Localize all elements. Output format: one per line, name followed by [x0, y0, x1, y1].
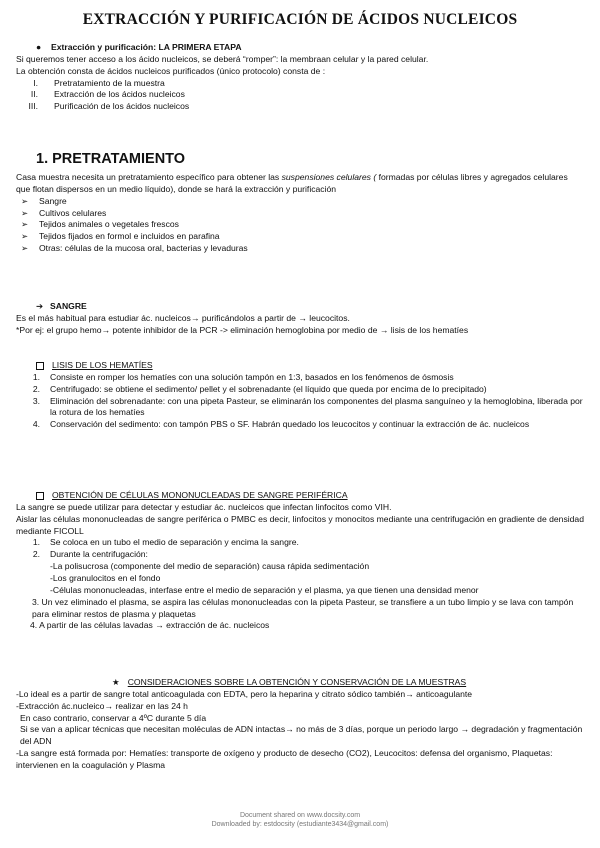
arrowhead-icon: ➢ — [21, 243, 29, 254]
pbmc-heading-row — [16, 490, 584, 502]
sub-item: -Los granulocitos en el fondo — [50, 573, 161, 584]
list-item — [16, 231, 584, 243]
pretreatment-paragraph — [16, 172, 584, 196]
list-text: Extracción de los ácidos nucleicos — [54, 89, 185, 100]
list-item — [16, 78, 584, 90]
consideration-line: En caso contrario, conservar a 4ºC durante 5 día — [20, 712, 207, 723]
list-text: Se coloca en un tubo el medio de separación y encima la sangre. — [50, 537, 299, 548]
pretreatment-section — [16, 149, 584, 255]
pretreatment-heading: 1. PRETRATAMIENTO — [36, 151, 186, 167]
list-item — [16, 101, 584, 113]
list-number: 3. — [32, 395, 40, 406]
consideration-line: -Extracción ác.nucleico→ realizar en las 24 h — [16, 700, 188, 711]
list-item — [16, 384, 584, 396]
para-text: formadas por células libres y agregados celulares que flotan dispersos en un medio líquido), donde se hará la extracción y purificación — [16, 172, 568, 194]
bullet-dot-icon: ● — [36, 42, 42, 52]
consideration-line: Si se van a aplicar técnicas que necesitan moléculas de ADN intactas→ no más de 3 días, porque un periodo largo → degradación y fragmentación del ADN — [20, 724, 583, 747]
pbmc-section — [16, 490, 584, 632]
footer-line-1: Document shared on www.docsity.com — [239, 812, 361, 819]
list-number: 2. — [32, 383, 40, 394]
lysis-heading: LISIS DE LOS HEMATÍES — [52, 360, 153, 370]
arrowhead-icon: ➢ — [21, 207, 29, 218]
blood-heading-row — [16, 301, 584, 313]
intro-line-2: La obtención consta de ácidos nucleicos purificados (único protocolo) consta de : — [16, 65, 326, 76]
list-text: Conservación del sedimento: con tampón PBS o SF. Habrán quedado los leucocitos y continuar la extracción de ác. nucleicos — [50, 419, 530, 430]
sub-item: -La polisucrosa (componente del medio de separación) causa rápida sedimentación — [50, 561, 370, 572]
list-text: Consiste en romper los hematíes con una solución tampón en 1:3, basados en los fenómenos de ósmosis — [50, 371, 454, 382]
arrowhead-icon: ➢ — [21, 231, 29, 242]
pbmc-line-1: La sangre se puede utilizar para detectar y estudiar ác. nucleicos que infectan linfocitos como VIH. — [16, 501, 392, 512]
checkbox-square-icon — [36, 362, 44, 370]
list-number: 2. — [32, 549, 40, 560]
list-item — [16, 219, 584, 231]
list-text: Durante la centrifugación: — [50, 549, 148, 560]
consideration-line: -Lo ideal es a partir de sangre total anticoagulada con EDTA, pero la heparina y citrato sódico también→ anticoagulante — [16, 688, 473, 699]
intro-section — [16, 42, 584, 113]
lysis-section — [16, 360, 584, 431]
list-text: Centrifugado: se obtiene el sedimento/ pellet y el sobrenadante (el líquido que queda por encima de lo precipitado) — [50, 383, 487, 394]
blood-heading: SANGRE — [50, 301, 87, 311]
list-text: Pretratamiento de la muestra — [54, 77, 165, 88]
list-text: Otras: células de la mucosa oral, bacterias y levaduras — [39, 243, 248, 254]
list-item — [16, 196, 584, 208]
pbmc-step-4: 4. A partir de las células lavadas → extracción de ác. nucleicos — [30, 620, 270, 631]
considerations-section — [16, 677, 584, 772]
right-arrow-icon: ➔ — [36, 301, 44, 311]
intro-heading-row — [16, 42, 584, 54]
list-number: III. — [28, 101, 38, 112]
list-number: 1. — [32, 371, 40, 382]
footer-line-2: Downloaded by: estdocsity (estudiante3434@gmail.com) — [211, 821, 389, 829]
list-item — [16, 89, 584, 101]
list-item — [16, 243, 584, 255]
list-text: Purificación de los ácidos nucleicos — [54, 101, 190, 112]
checkbox-square-icon — [36, 492, 44, 500]
arrowhead-icon: ➢ — [21, 219, 29, 230]
list-item — [16, 208, 584, 220]
considerations-heading-row — [16, 677, 584, 689]
considerations-heading: CONSIDERACIONES SOBRE LA OBTENCIÓN Y CONSERVACIÓN DE LA MUESTRAS — [127, 677, 467, 687]
list-item — [16, 372, 584, 384]
list-item — [16, 419, 584, 431]
blood-section — [16, 301, 584, 337]
sub-item: -Células mononucleadas, interfase entre el medio de separación y el plasma, ya que tienen una densidad menor — [50, 584, 479, 595]
document-title: EXTRACCIÓN Y PURIFICACIÓN DE ÁCIDOS NUCLEICOS — [82, 11, 518, 28]
list-text: Tejidos animales o vegetales frescos — [39, 219, 179, 230]
page-footer — [0, 811, 600, 829]
list-text: Cultivos celulares — [39, 207, 107, 218]
pbmc-step-3: 3. Un vez eliminado el plasma, se aspira las células mononucleadas con la pipeta Pasteur, se transfiere a un tubo limpio y se lava con tampón para eliminar restos de plasma y plaquetas — [32, 596, 574, 619]
list-number: II. — [30, 89, 38, 100]
list-text: Tejidos fijados en formol e incluidos en parafina — [39, 231, 220, 242]
arrowhead-icon: ➢ — [21, 195, 29, 206]
list-number: I. — [33, 77, 38, 88]
intro-line-1: Si queremos tener acceso a los ácido nucleicos, se deberá “romper”: la membraan celular y la pared celular. — [16, 53, 429, 64]
list-item — [16, 537, 584, 549]
list-text: Sangre — [39, 195, 67, 206]
consideration-line: -La sangre está formada por: Hematíes: transporte de oxígeno y producto de desecho (CO2), Leucocitos: defensa del organismo, Plaquetas: intervienen en la coagulación y Plasma — [16, 748, 553, 771]
lysis-heading-row — [16, 360, 584, 372]
pbmc-line-2: Aislar las células mononucleadas de sangre periférica o PMBC es decir, linfocitos y monocitos mediante una centrifugación en gradiente de densidad mediante FICOLL — [16, 513, 584, 536]
intro-heading: Extracción y purificación: LA PRIMERA ETAPA — [51, 42, 242, 52]
para-italic: suspensiones celulares ( — [281, 172, 377, 182]
star-icon: ★ — [112, 677, 120, 687]
list-item — [16, 396, 584, 420]
list-number: 4. — [32, 419, 40, 430]
blood-line-2: *Por ej: el grupo hemo→ potente inhibidor de la PCR -> eliminación hemoglobina por medio de → lisis de los hematíes — [16, 324, 469, 335]
list-text: Eliminación del sobrenadante: con una pipeta Pasteur, se eliminarán los componentes del plasma sanguíneo y la hemoglobina, liberada por la rotura de los hematíes — [50, 395, 583, 418]
list-number: 1. — [32, 537, 40, 548]
pbmc-heading: OBTENCIÓN DE CÉLULAS MONONUCLEADAS DE SANGRE PERIFÉRICA — [52, 490, 348, 500]
list-item — [16, 549, 584, 561]
para-text: Casa muestra necesita un pretratamiento específico para obtener las — [16, 172, 282, 182]
blood-line-1: Es el más habitual para estudiar ác. nucleicos→ purificándolos a partir de → leucocitos. — [16, 312, 350, 323]
